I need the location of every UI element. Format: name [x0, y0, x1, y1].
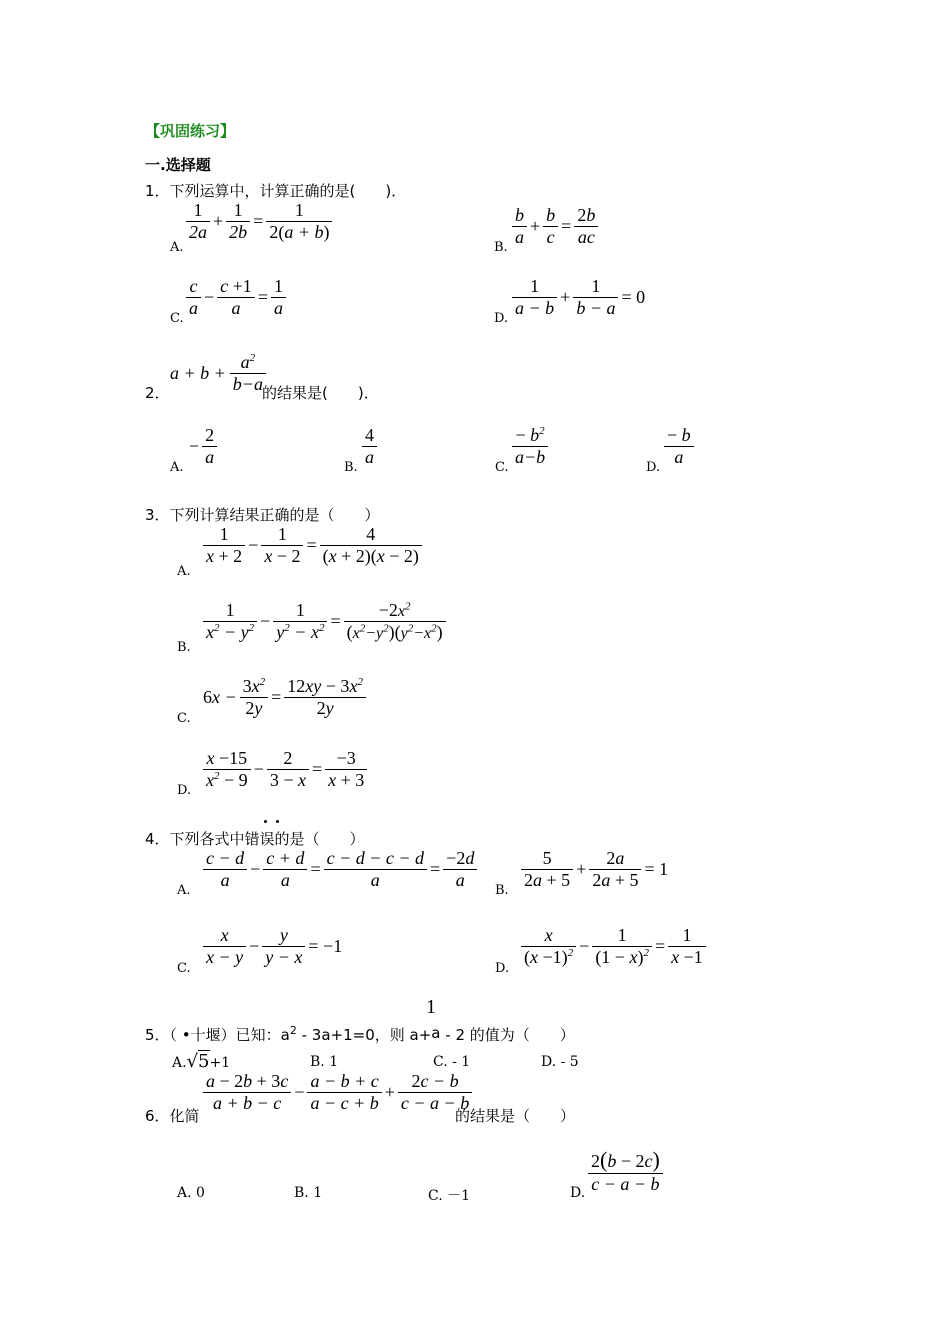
q2-label-c: C. — [495, 460, 509, 475]
q4-label-b: B. — [495, 883, 509, 898]
q5-stem-left: 5．（ •十堰）已知：a — [145, 1026, 290, 1044]
q1-label-d: D. — [494, 311, 509, 326]
q2-option-c: $\frac{- b^2}{a-b}$ — [512, 425, 548, 468]
q1-option-b: $\frac{b}{a}$ + $\frac{b}{c}$ = $\frac{2b}{ac}$ — [512, 205, 598, 248]
q6-expression: $\frac{a - 2b + 3c}{a + b - c}$ − $\frac{a - b + c}{a - c + b}$ + $\frac{2c - b}{c - a - b}$ — [203, 1071, 472, 1114]
q2-option-b: $\frac{4}{a}$ — [362, 425, 377, 468]
q3-option-d: $\frac{x -15}{x^2 - 9}$ − $\frac{2}{3 - x}$ = $\frac{-3}{x + 3}$ — [203, 748, 367, 791]
q5-option-d: D. - 5 — [541, 1054, 579, 1070]
q2-option-d: $\frac{- b}{a}$ — [664, 425, 694, 468]
q5-stem-line: 5．（ •十堰）已知：$a^2 - 3a+1=0$，则 a+a - 2 的值为（ ） — [145, 1024, 575, 1044]
q3-option-a: $\frac{1}{x + 2}$ − $\frac{1}{x - 2}$ = $\frac{4}{(x + 2)(x - 2)}$ — [203, 524, 422, 567]
emphasis-dot — [264, 820, 267, 823]
q5-stem-right: - 2 的值为（ ） — [440, 1026, 575, 1044]
section-title: 【巩固练习】 — [145, 122, 236, 140]
q5-frac-den: a — [431, 1024, 441, 1042]
q5-root: 5 — [198, 1051, 210, 1072]
q4-option-b: $\frac{5}{2a + 5}$ + $\frac{2a}{2a + 5}$ = 1 — [521, 848, 671, 891]
q2-label-a: A. — [170, 460, 184, 475]
q4-label-c: C. — [177, 961, 191, 976]
part-title: 一.选择题 — [145, 156, 211, 174]
q1-option-a: $\frac{1}{2a}$ + $\frac{1}{2b}$ = $\frac{1}{2(a + b)}$ — [186, 200, 332, 243]
q4-option-a: $\frac{c - d}{a}$ − $\frac{c + d}{a}$ = $\frac{c - d - c - d}{a}$ = $\frac{-2d}{a}$ — [203, 848, 477, 891]
q6-tail: 的结果是（ ） — [455, 1107, 576, 1125]
q2-option-a: − $\frac{2}{a}$ — [186, 425, 217, 468]
q6-option-a: A. 0 — [177, 1185, 205, 1201]
q5-stem-mid: - 3a+1=0，则 a+ — [296, 1026, 432, 1044]
q5-option-a: A.√5+1 — [172, 1051, 231, 1072]
q6-option-c: C. －1 — [428, 1188, 471, 1204]
q1-label-b: B. — [494, 240, 508, 255]
q1-label-a: A. — [170, 240, 184, 255]
q4-label-d: D. — [495, 961, 510, 976]
q6-option-d: $\frac{2(b - 2c)}{c - a - b}$ — [588, 1147, 663, 1195]
q5-frac-num: 1 — [426, 996, 436, 1018]
q5-option-c: C. - 1 — [433, 1054, 471, 1070]
q5-option-b: B. 1 — [310, 1054, 339, 1070]
q4-stem: 4．下列各式中错误的是（ ） — [145, 830, 365, 848]
q3-option-c: 6x − $\frac{3x^2}{2y}$ = $\frac{12xy - 3x^2}{2y}$ — [203, 676, 366, 719]
q1-option-c: $\frac{c}{a}$ − $\frac{c +1}{a}$ = $\frac{1}{a}$ — [186, 276, 286, 319]
q2-tail: 的结果是( )． — [262, 384, 379, 402]
q1-stem: 1．下列运算中，计算正确的是( )． — [145, 182, 407, 200]
q4-option-c: $\frac{x}{x - y}$ − $\frac{y}{y - x}$ = −1 — [203, 925, 345, 968]
q5-label-a: A. — [172, 1055, 187, 1071]
q3-stem: 3．下列计算结果正确的是（ ） — [145, 506, 380, 524]
q3-label-b: B. — [177, 640, 191, 655]
q1-label-c: C. — [170, 311, 184, 326]
q3-label-c: C. — [177, 711, 191, 726]
q6-num: 6．化简 — [145, 1107, 200, 1125]
q3-label-a: A. — [177, 564, 191, 579]
q3-label-d: D. — [177, 783, 192, 798]
q3-option-b: $\frac{1}{x^2 - y^2}$ − $\frac{1}{y^2 - x^2}$ = $\frac{-2x^2}{(x^2-y^2)(y^2-x^2)}$ — [203, 600, 446, 643]
q6-option-b: B. 1 — [294, 1185, 323, 1201]
q2-expression: a + b + $\frac{a^2}{b-a}$ — [170, 352, 266, 395]
q1-option-d: $\frac{1}{a - b}$ + $\frac{1}{b - a}$ = 0 — [512, 276, 648, 319]
emphasis-dot — [276, 820, 279, 823]
q4-option-d: $\frac{x}{(x -1)^2}$ − $\frac{1}{(1 - x)^2}$ = $\frac{1}{x -1}$ — [521, 925, 706, 968]
q6-label-d: D. — [570, 1185, 586, 1201]
q2-label-d: D. — [646, 460, 661, 475]
q2-num: 2． — [145, 384, 170, 402]
q2-label-b: B. — [344, 460, 358, 475]
q4-label-a: A. — [177, 883, 191, 898]
q5-a-post: +1 — [209, 1055, 231, 1071]
